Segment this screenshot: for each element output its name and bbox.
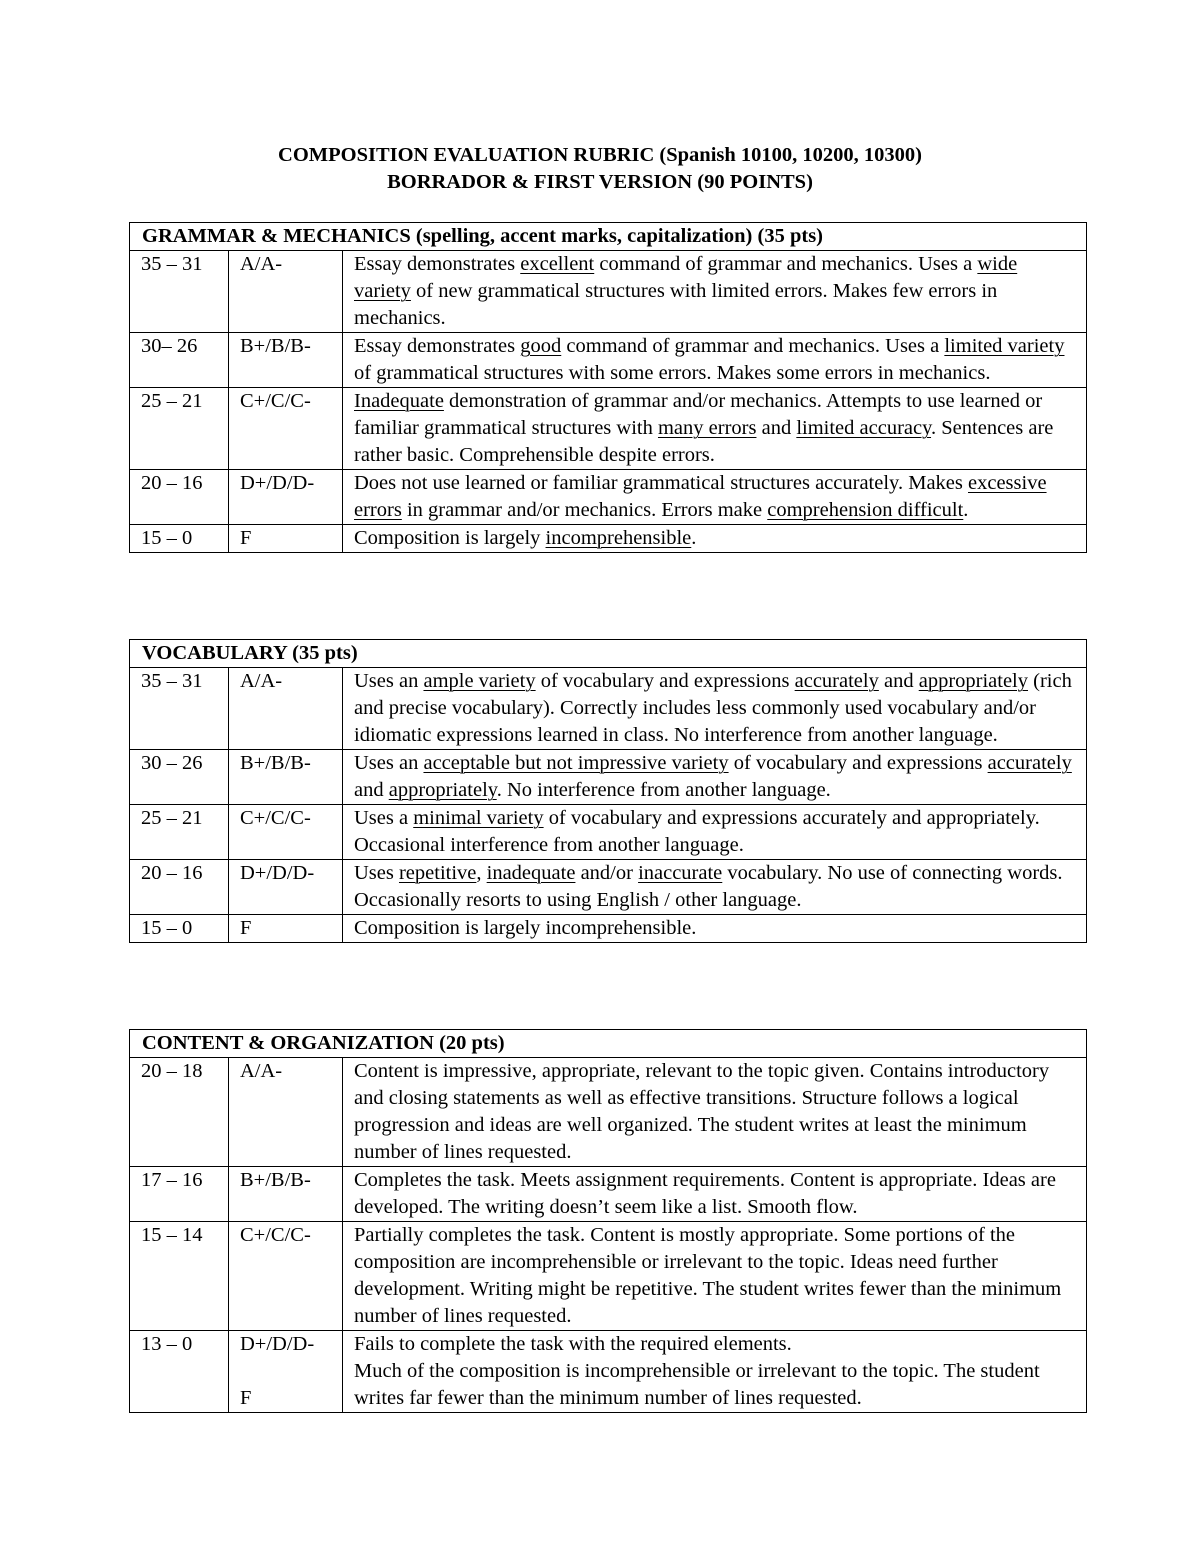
- points-range: 13 – 0: [130, 1331, 229, 1413]
- points-range: 25 – 21: [130, 805, 229, 860]
- section-title: CONTENT & ORGANIZATION (20 pts): [130, 1030, 1087, 1058]
- section-title: VOCABULARY (35 pts): [130, 640, 1087, 668]
- description: Uses an ample variety of vocabulary and expressions accurately and appropriately (rich and precise vocabulary). Correctly includes less commonly used vocabulary and/or idiomatic expressions learned in class. No interference from another language.: [343, 668, 1087, 750]
- points-range: 35 – 31: [130, 668, 229, 750]
- grade: C+/C/C-: [229, 1222, 343, 1331]
- title-line-1: COMPOSITION EVALUATION RUBRIC (Spanish 10100, 10200, 10300): [278, 144, 922, 166]
- table-row: [130, 860, 1087, 915]
- table-row: [130, 388, 1087, 470]
- title-line-2: BORRADOR & FIRST VERSION (90 POINTS): [387, 171, 813, 193]
- grade: B+/B/B-: [229, 333, 343, 388]
- points-range: 15 – 14: [130, 1222, 229, 1331]
- description: Partially completes the task. Content is mostly appropriate. Some portions of the composition are incomprehensible or irrelevant to the topic. Ideas need further development. Writing might be repetitive. The student writes fewer than the minimum number of lines requested.: [343, 1222, 1087, 1331]
- description: Completes the task. Meets assignment requirements. Content is appropriate. Ideas are developed. The writing doesn’t seem like a list. Smooth flow.: [343, 1167, 1087, 1222]
- vocabulary-table: [129, 639, 1087, 943]
- description: Does not use learned or familiar grammatical structures accurately. Makes excessive errors in grammar and/or mechanics. Errors make comprehension difficult.: [343, 470, 1087, 525]
- points-range: 25 – 21: [130, 388, 229, 470]
- table-row: [130, 750, 1087, 805]
- points-range: 15 – 0: [130, 915, 229, 943]
- table-row: [130, 1222, 1087, 1331]
- points-range: 30– 26: [130, 333, 229, 388]
- description: Essay demonstrates excellent command of grammar and mechanics. Uses a wide variety of new grammatical structures with limited errors. Makes few errors in mechanics.: [343, 251, 1087, 333]
- table-row: [130, 525, 1087, 553]
- points-range: 15 – 0: [130, 525, 229, 553]
- content-organization-table: [129, 1029, 1087, 1413]
- page-title: [0, 142, 1200, 196]
- grade: F: [229, 915, 343, 943]
- section-title: GRAMMAR & MECHANICS (spelling, accent marks, capitalization) (35 pts): [130, 223, 1087, 251]
- grade: B+/B/B-: [229, 750, 343, 805]
- table-row: [130, 668, 1087, 750]
- description: Essay demonstrates good command of grammar and mechanics. Uses a limited variety of grammatical structures with some errors. Makes some errors in mechanics.: [343, 333, 1087, 388]
- grade: A/A-: [229, 1058, 343, 1167]
- table-row: [130, 1058, 1087, 1167]
- table-row: [130, 333, 1087, 388]
- points-range: 17 – 16: [130, 1167, 229, 1222]
- description: Composition is largely incomprehensible.: [343, 525, 1087, 553]
- grammar-mechanics-table: [129, 222, 1087, 553]
- table-row: [130, 470, 1087, 525]
- grade: A/A-: [229, 251, 343, 333]
- grade: D+/D/D- F: [229, 1331, 343, 1413]
- grade: D+/D/D-: [229, 470, 343, 525]
- description: Content is impressive, appropriate, relevant to the topic given. Contains introductory and closing statements as well as effective transitions. Structure follows a logical progression and ideas are well organized. The student writes at least the minimum number of lines requested.: [343, 1058, 1087, 1167]
- grade: F: [229, 525, 343, 553]
- description: Inadequate demonstration of grammar and/or mechanics. Attempts to use learned or familiar grammatical structures with many errors and limited accuracy. Sentences are rather basic. Comprehensible despite errors.: [343, 388, 1087, 470]
- table-row: [130, 915, 1087, 943]
- points-range: 20 – 16: [130, 860, 229, 915]
- description: Fails to complete the task with the required elements. Much of the composition is incomprehensible or irrelevant to the topic. The student writes far fewer than the minimum number of lines requested.: [343, 1331, 1087, 1413]
- points-range: 20 – 18: [130, 1058, 229, 1167]
- table-row: [130, 805, 1087, 860]
- grade: B+/B/B-: [229, 1167, 343, 1222]
- points-range: 20 – 16: [130, 470, 229, 525]
- table-row: [130, 251, 1087, 333]
- grade: A/A-: [229, 668, 343, 750]
- description: Uses an acceptable but not impressive variety of vocabulary and expressions accurately and appropriately. No interference from another language.: [343, 750, 1087, 805]
- description: Composition is largely incomprehensible.: [343, 915, 1087, 943]
- points-range: 30 – 26: [130, 750, 229, 805]
- description: Uses repetitive, inadequate and/or inaccurate vocabulary. No use of connecting words. Occasionally resorts to using English / other language.: [343, 860, 1087, 915]
- table-row: [130, 1167, 1087, 1222]
- description: Uses a minimal variety of vocabulary and expressions accurately and appropriately. Occasional interference from another language.: [343, 805, 1087, 860]
- grade: D+/D/D-: [229, 860, 343, 915]
- grade: C+/C/C-: [229, 388, 343, 470]
- points-range: 35 – 31: [130, 251, 229, 333]
- grade: C+/C/C-: [229, 805, 343, 860]
- table-row: [130, 1331, 1087, 1413]
